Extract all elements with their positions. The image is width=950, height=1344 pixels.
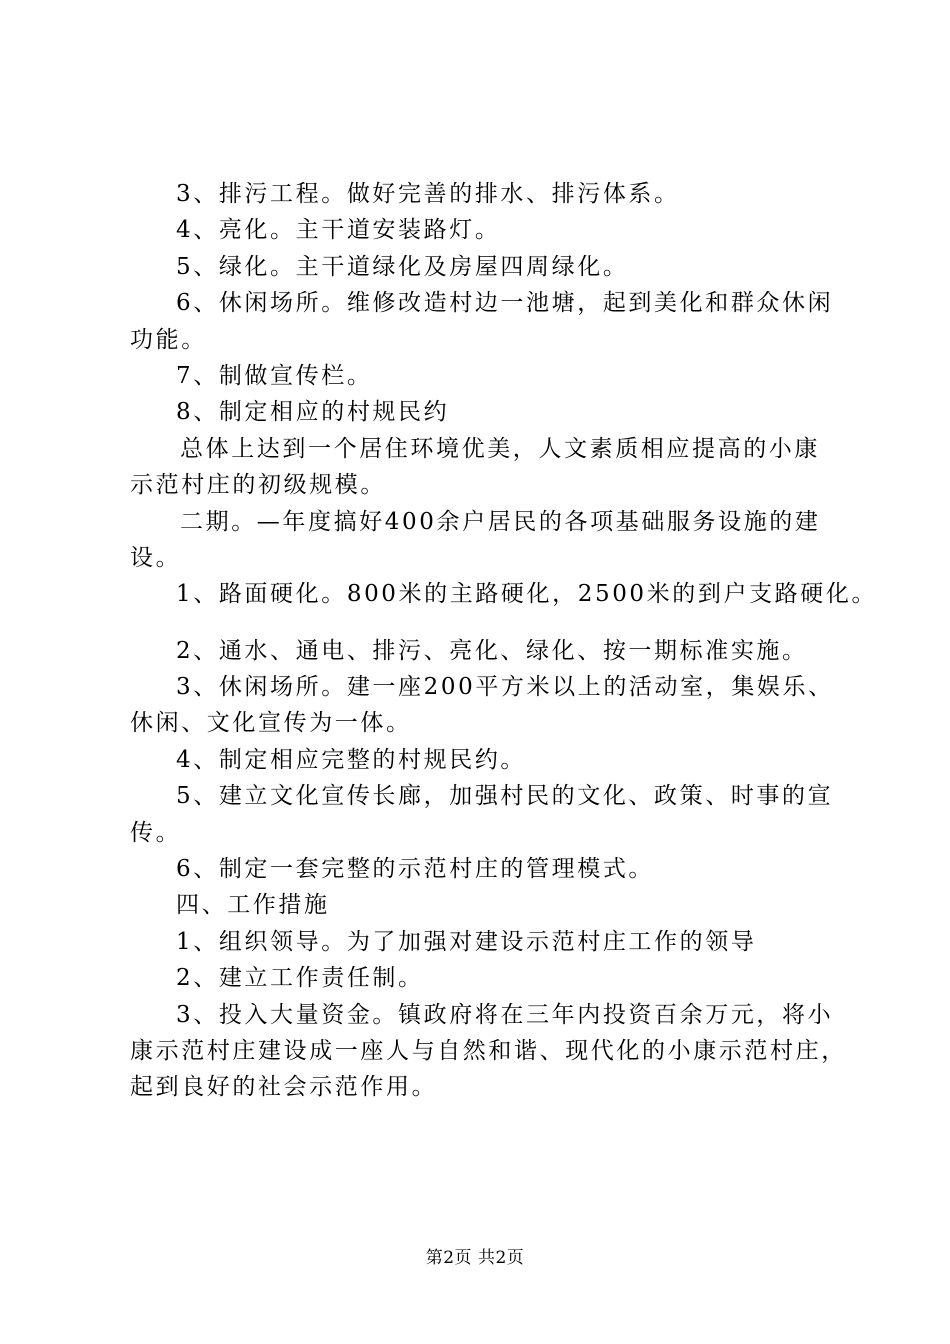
text-line: 3、排污工程。做好完善的排水、排污体系。 — [176, 181, 680, 207]
text-line: 7、制做宣传栏。 — [176, 362, 373, 389]
paragraph-gap — [130, 613, 850, 633]
text-line: 二期。—年度搞好400余户居民的各项基础服务设施的建 — [180, 508, 821, 535]
text-line: 功能。 — [130, 326, 207, 353]
text-line: 6、制定一套完整的示范村庄的管理模式。 — [176, 856, 655, 883]
text-line: 2、通水、通电、排污、亮化、绿化、按一期标准实施。 — [176, 637, 808, 664]
text-line: 4、亮化。主干道安装路灯。 — [176, 217, 501, 244]
text-line: 2、建立工作责任制。 — [176, 965, 424, 992]
text-line: 1、组织领导。为了加强对建设示范村庄工作的领导 — [176, 928, 757, 955]
text-line: 总体上达到一个居住环境优美，人文素质相应提高的小康 — [180, 435, 820, 462]
text-line: 起到良好的社会示范作用。 — [130, 1074, 438, 1101]
text-line: 6、休闲场所。维修改造村边一池塘，起到美化和群众休闲 — [176, 290, 834, 317]
text-line: 示范村庄的初级规模。 — [130, 472, 386, 499]
text-line: 传。 — [130, 819, 182, 846]
text-line: 休闲、文化宣传为一体。 — [130, 710, 412, 737]
text-line: 设。 — [130, 544, 182, 571]
text-line: 康示范村庄建设成一座人与自然和谐、现代化的小康示范村庄， — [130, 1037, 847, 1064]
text-line: 3、投入大量资金。镇政府将在三年内投资百余万元，将小 — [176, 1001, 834, 1028]
text-line: 5、建立文化宣传长廊，加强村民的文化、政策、时事的宣 — [176, 783, 834, 810]
text-line: 4、制定相应完整的村规民约。 — [176, 746, 527, 773]
section-heading: 四、工作措施 — [176, 892, 330, 919]
text-line: 8、制定相应的村规民约 — [176, 399, 450, 426]
text-line: 5、绿化。主干道绿化及房屋四周绿化。 — [176, 253, 629, 280]
page-number-footer: 第2页 共2页 — [425, 1248, 525, 1268]
text-line: 3、休闲场所。建一座200平方米以上的活动室，集娱乐、 — [176, 674, 834, 701]
document-body — [130, 176, 878, 1106]
text-line: 1、路面硬化。800米的主路硬化，2500米的到户支路硬化。 — [176, 581, 878, 608]
